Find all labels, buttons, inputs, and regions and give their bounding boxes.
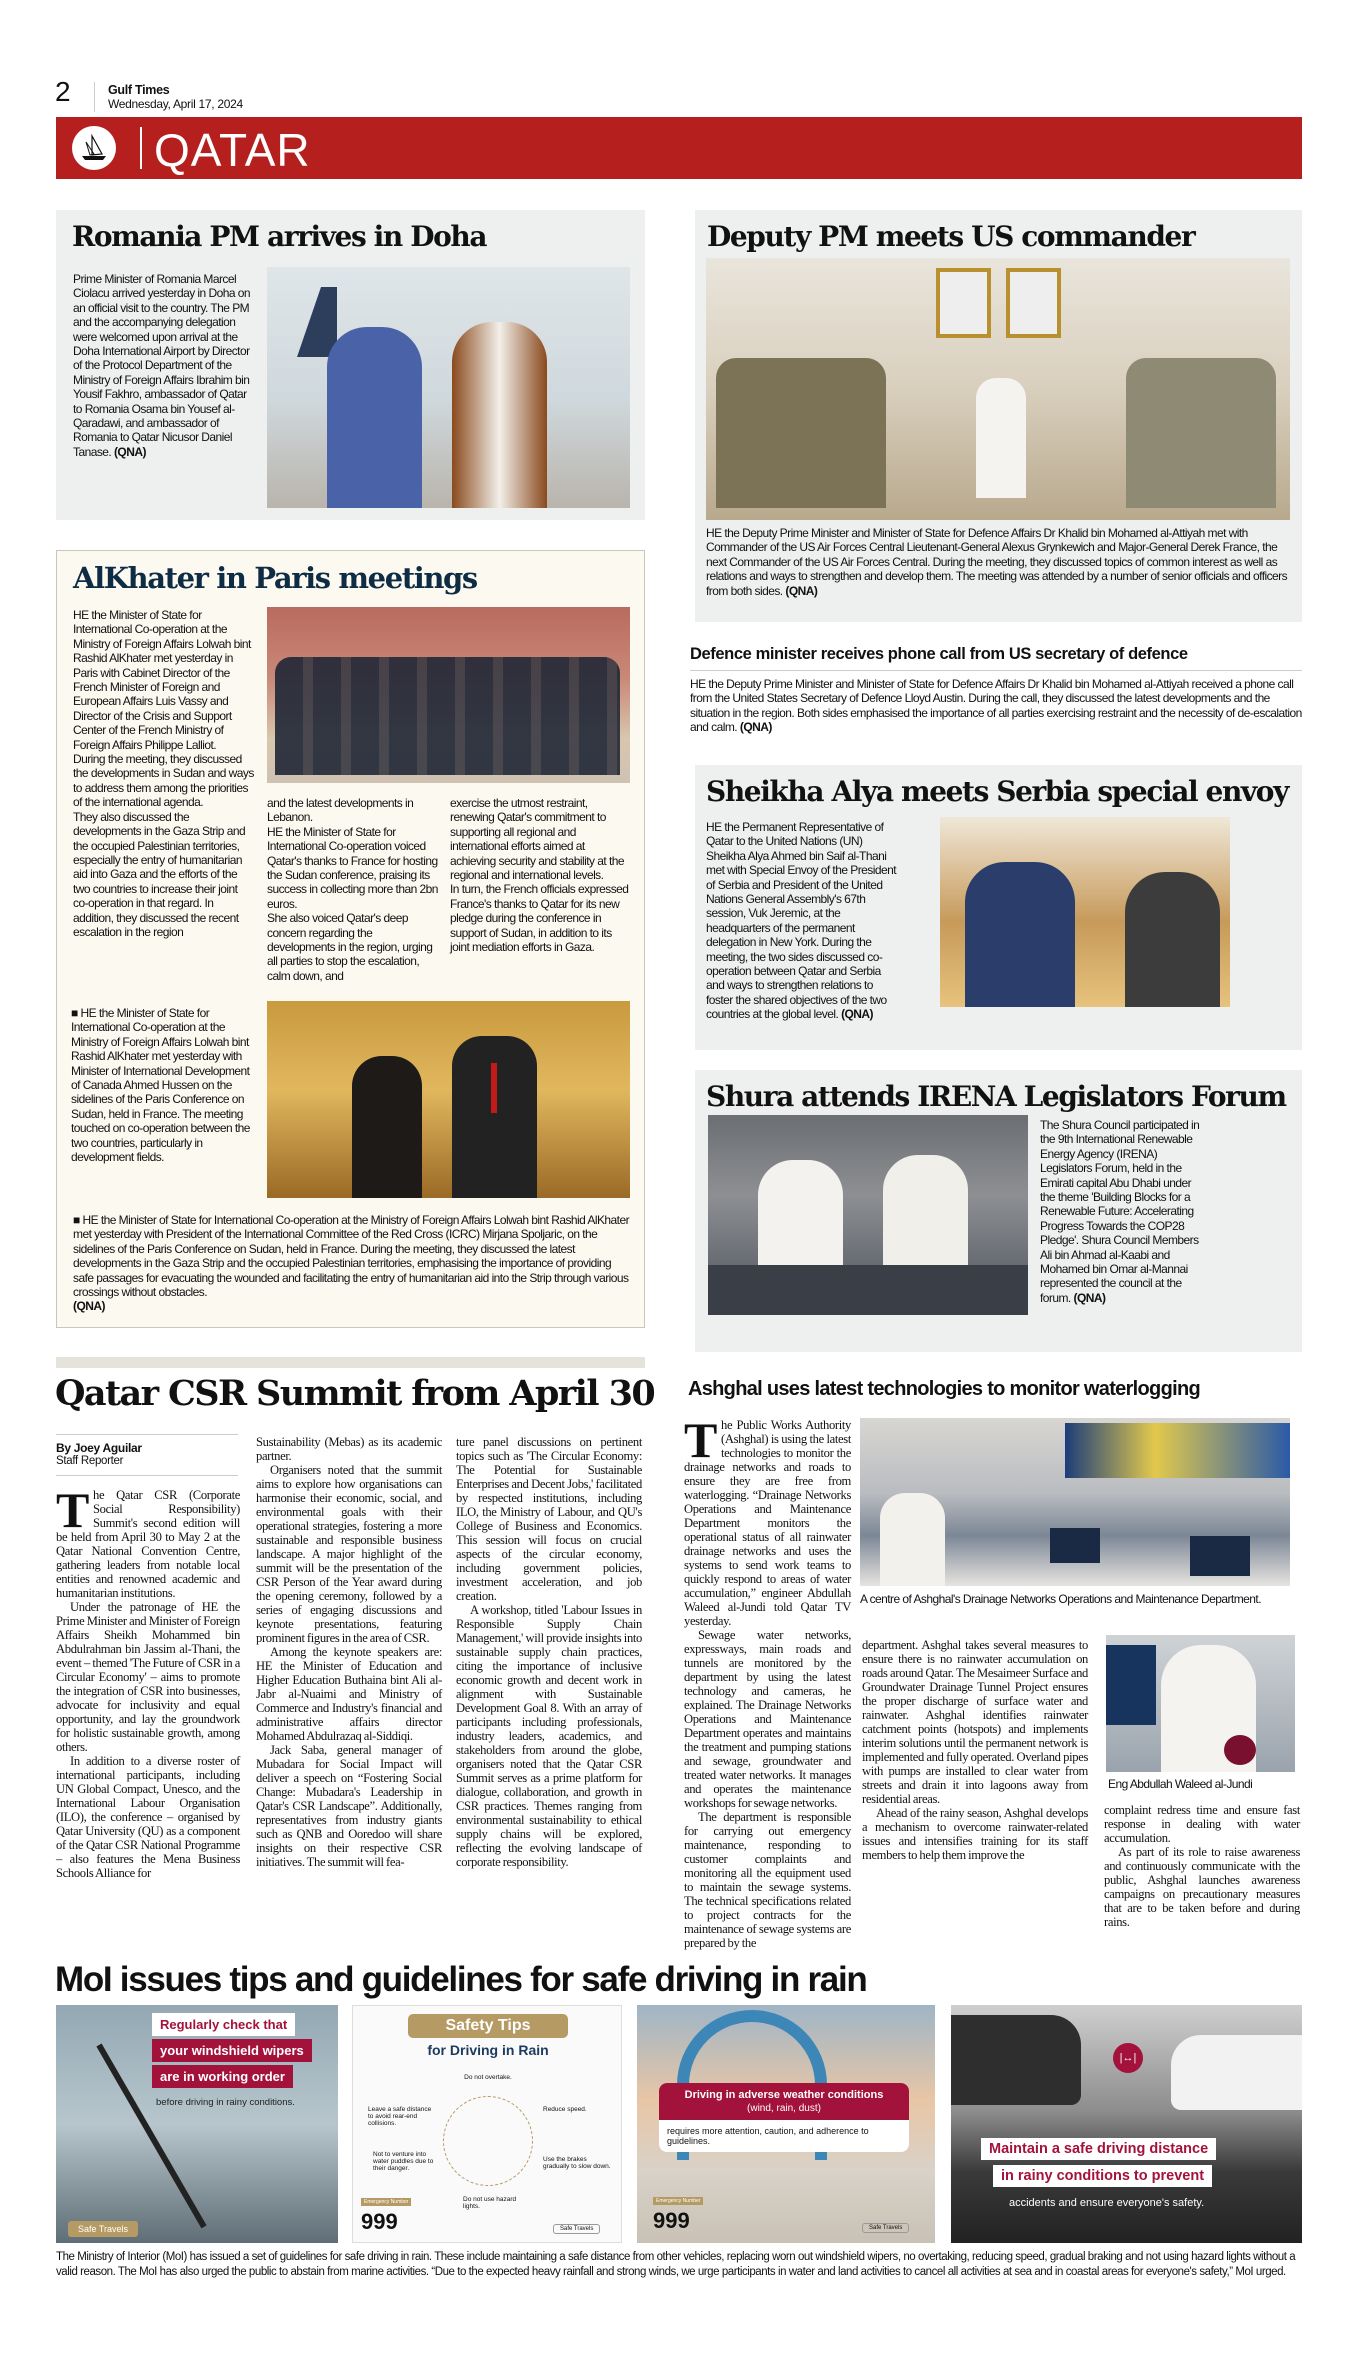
moi-headline: MoI issues tips and guidelines for safe driving in rain xyxy=(55,1960,867,1999)
byline-author: By Joey Aguilar xyxy=(56,1441,142,1455)
ashghal-column xyxy=(862,1638,1088,1862)
distance-icon: |↔| xyxy=(1113,2043,1143,2073)
canada-meeting-text xyxy=(71,1006,255,1164)
paragraph: As part of its role to raise awareness and continuously communicate with the public, Ashghal launches awareness campaigns on precautionary measures that are to be taken before and during rains. xyxy=(1104,1845,1300,1929)
poster-subtitle: for Driving in Rain xyxy=(427,2042,549,2058)
article-body xyxy=(690,677,1302,735)
paragraph: Ahead of the rainy season, Ashghal develops a mechanism to overcome rainwater-related issues and intensifies training for its staff members to help them improve the xyxy=(862,1806,1088,1862)
tip: Reduce speed. xyxy=(543,2106,587,2113)
poster-sub: requires more attention, caution, and adherence to guidelines. xyxy=(667,2126,869,2146)
ashghal-column xyxy=(684,1412,851,1950)
byline-role: Staff Reporter xyxy=(56,1455,124,1467)
issue-date: Wednesday, April 17, 2024 xyxy=(108,97,243,111)
bullet-icon: ■ xyxy=(73,1213,83,1227)
person xyxy=(452,1036,537,1198)
body-text: HE the Deputy Prime Minister and Minister of State for Defence Affairs Dr Khalid bin Mohamed al-Attiyah received a phone call from the United States Secretary of Defence Lloyd Austin. During the call, they discussed the latest developments and the situation in the region. Both sides emphasised the importance of all parties exercising restraint and the necessity of de-escalation and calm. xyxy=(690,677,1302,735)
paragraph-text: he Qatar CSR (Corporate Social Responsibility) Summit's second edition will be held from April 30 to May 2 at the Qatar National Convention Centre, gathering leaders from notable local entities and renowned academic and humanitarian institutions. xyxy=(56,1488,240,1600)
poster-sub: before driving in rainy conditions. xyxy=(156,2097,295,2108)
drop-cap: T xyxy=(684,1412,717,1468)
drop-cap: T xyxy=(56,1482,89,1538)
paragraph: HE the Minister of State for International Co-operation at the Ministry of Foreign Affairs Lolwah bint Rashid AlKhater met yesterday in Paris with Cabinet Director of the French Minister of Foreign and European Affairs Luis Vassy and Director of the Crisis and Support Center of the French Ministry of Foreign Affairs Philippe Lalliot. xyxy=(73,608,251,752)
safe-travels-tag: Safe Travels xyxy=(862,2223,909,2233)
article-body xyxy=(706,820,896,1022)
poster-sub: accidents and ensure everyone's safety. xyxy=(1009,2197,1205,2209)
person xyxy=(976,378,1026,498)
article-headline: Shura attends IRENA Legislators Forum xyxy=(706,1080,1286,1113)
article-column xyxy=(73,608,255,939)
body-text: HE the Minister of State for International Co-operation at the Ministry of Foreign Affairs Lolwah bint Rashid AlKhater met yesterday with President of the International Committee of the Red Cross (ICRC) Mirjana Spoljaric, on the sidelines of the Paris Conference on Sudan, held in France. During the meeting, they discussed the latest developments in the Gaza Strip and the occupied Palestinian territories, emphasising the importance of providing safe passages for evacuating the wounded and facilitating the entry of humanitarian aid into the Strip through various crossings without obstacles. xyxy=(73,1213,630,1300)
credit: (QNA) xyxy=(113,444,146,459)
body-text: HE the Minister of State for International Co-operation at the Ministry of Foreign Affairs Lolwah bint Rashid AlKhater met yesterday with Minister of International Development of Canada Ahmed Hussen on the sidelines of the Paris Conference on Sudan, held in France. The meeting touched on co-operation between the two countries, particularly in development fields. xyxy=(71,1006,250,1165)
delegation-group xyxy=(275,657,620,775)
paragraph: Sustainability (Mebas) as its academic partner. xyxy=(256,1435,442,1463)
shura-forum-photo xyxy=(708,1115,1028,1315)
paragraph: In turn, the French officials expressed France's thanks to Qatar for its new pledge during the conference in support of Sudan, in addition to its joint mediation efforts in Gaza. xyxy=(450,882,629,955)
emergency-number: 999 xyxy=(653,2208,690,2233)
person xyxy=(1125,872,1220,1007)
paragraph: and the latest developments in Lebanon. xyxy=(267,796,414,825)
safety-tips-poster xyxy=(352,2005,622,2243)
photo-caption xyxy=(706,526,1292,598)
poster-line: Regularly check that xyxy=(152,2013,295,2036)
section-title: QATAR xyxy=(154,124,311,176)
sheikha-alya-article xyxy=(695,765,1302,1050)
moi-caption: The Ministry of Interior (MoI) has issued a set of guidelines for safe driving in rain. These include maintaining a safe distance from other vehicles, replacing worn out windshield wipers, no overtaking, reducing speed, gradual braking and not using hazard lights without a valid reason. The MoI has also urged the public to abstain from marine activities. “Due to the expected heavy rainfall and strong winds, we urge participants in water and land activities to cancel all activities at sea and in coastal areas for everyone's safety,” MoI urged. xyxy=(56,2251,1296,2278)
emergency-label: Emergency Number xyxy=(653,2197,703,2205)
body-text: The Shura Council participated in the 9th International Renewable Energy Agency (IRENA) Legislators Forum, held in the Emirati capital Abu Dhabi under the theme 'Building Blocks for a Renewable Future: Accelerating Progress Towards the COP28 Pledge'. Shura Council Members Ali bin Ahmad al-Kaabi and Mohamed bin Omar al-Mannai represented the council at the forum. xyxy=(1040,1118,1200,1305)
paragraph-text: he Public Works Authority (Ashghal) is using the latest technologies to monitor the drainage networks and roads to ensure they are free from waterlogging. “Drainage Networks Operations and Maintenance Department monitors the operational status of all rainwater drainage networks and uses the systems to send work teams to quickly respond to areas of water accumulation,” engineer Abdullah Waleed al-Jundi told Qatar TV yesterday. xyxy=(684,1418,851,1628)
poster-line: Maintain a safe driving distance xyxy=(981,2138,1216,2160)
credit: (QNA) xyxy=(841,1007,873,1022)
table xyxy=(708,1265,1028,1315)
paragraph: ture panel discussions on pertinent topics such as 'The Circular Economy: The Potential for Sustainable Enterprises and Decent Jobs,' facilitated by respected institutions, including ILO, the Ministry of Labour, and QU's College of Business and Economics. This session will focus on crucial aspects of the circular economy, including government policies, investment acceleration, and job creation. xyxy=(456,1435,642,1603)
page-number: 2 xyxy=(55,76,71,107)
al-jundi-portrait xyxy=(1106,1635,1295,1772)
emergency-label: Emergency Number xyxy=(361,2198,411,2206)
paper-name: Gulf Times xyxy=(108,83,170,97)
paragraph: HE the Minister of State for International Co-operation voiced Qatar's thanks to France for hosting the Sudan conference, praising its success in collecting more than 2bn euros. xyxy=(267,824,438,911)
article-headline: Sheikha Alya meets Serbia special envoy xyxy=(706,775,1288,808)
paragraph: exercise the utmost restraint, renewing Qatar's commitment to supporting all regional and international efforts aimed at achieving security and stability at the regional and international levels. xyxy=(450,796,624,883)
romania-photo xyxy=(267,267,630,508)
microphone xyxy=(1224,1735,1256,1765)
romania-article xyxy=(56,210,645,520)
plane-tail xyxy=(297,287,337,357)
defence-article xyxy=(690,645,1302,735)
masthead-divider xyxy=(94,82,95,112)
section-rule xyxy=(56,1357,645,1368)
deputy-pm-article xyxy=(695,210,1302,622)
video-wall xyxy=(1065,1423,1290,1478)
poster-line: are in working order xyxy=(152,2065,293,2088)
safe-distance-poster xyxy=(951,2005,1302,2243)
credit: (QNA) xyxy=(1073,1290,1106,1305)
dark-car xyxy=(951,2015,1081,2105)
portrait-frame xyxy=(936,268,991,338)
paris-meeting-photo xyxy=(267,607,630,783)
credit: (QNA) xyxy=(785,583,818,598)
canada-meeting-photo xyxy=(267,1001,630,1198)
article-headline: Defence minister receives phone call from US secretary of defence xyxy=(690,645,1302,671)
control-room-photo xyxy=(860,1418,1290,1586)
officers xyxy=(716,358,886,508)
poster-line: in rainy conditions to prevent xyxy=(993,2165,1212,2187)
tip: Use the brakes gradually to slow down. xyxy=(543,2156,611,2170)
paragraph: Among the keynote speakers are: HE the Minister of Education and Higher Education Buthaina bint Ali al-Jabr al-Nuaimi and Ministry of Commerce and Industry's financial and administrative affairs director Mohamed Abdulrazaq al-Siddiqi. xyxy=(256,1645,442,1743)
paragraph: Jack Saba, general manager of Mubadara for Social Impact will deliver a speech on “Fostering Social Change: Mubadara's Leadership in Qatar's CSR Landscape”. Additionally, representatives from industry giants such as QNB and Ooredoo will share insights on their respective CSR initiatives. The summit will fea- xyxy=(256,1743,442,1869)
paragraph: complaint redress time and ensure fast response in dealing with water accumulation. xyxy=(1104,1803,1300,1845)
tip: Do not use hazard lights. xyxy=(463,2196,517,2210)
safe-travels-tag: Safe Travels xyxy=(68,2221,138,2237)
paragraph: Sewage water networks, expressways, main roads and tunnels are monitored by the department by using the latest technology and cameras, he explained. The Drainage Networks Operations and Maintenance Department operates and maintains the treatment and pumping stations and sewage, groundwater and treated water networks. It manages and operates the maintenance workshops for sewage networks. xyxy=(684,1628,851,1810)
adverse-weather-poster xyxy=(637,2005,935,2243)
poster-title: Driving in adverse weather conditions xyxy=(659,2083,909,2101)
byline-box xyxy=(56,1434,238,1476)
portrait-caption: Eng Abdullah Waleed al-Jundi xyxy=(1108,1777,1253,1791)
portrait-frame xyxy=(1006,268,1061,338)
emergency-number: 999 xyxy=(361,2209,398,2234)
csr-column xyxy=(56,1482,240,1880)
article-body xyxy=(1040,1118,1200,1305)
white-car xyxy=(1171,2035,1302,2110)
tips-ring xyxy=(443,2096,533,2186)
shura-article xyxy=(695,1070,1302,1352)
officers xyxy=(1126,358,1276,508)
deputy-pm-photo xyxy=(706,258,1290,520)
csr-column xyxy=(456,1435,642,1869)
photo-caption: A centre of Ashghal's Drainage Networks Operations and Maintenance Department. xyxy=(860,1592,1261,1606)
poster-title: Safety Tips xyxy=(408,2014,568,2038)
poster-paren: (wind, rain, dust) xyxy=(659,2101,909,2120)
wiper-poster xyxy=(56,2005,338,2243)
body-text: HE the Permanent Representative of Qatar to the United Nations (UN) Sheikha Alya Ahmed bin Saif al-Thani met with Special Envoy of the President of Serbia and President of the United Nations General Assembly's 67th session, Vuk Jeremic, at the headquarters of the permanent delegation in New York. During the meeting, the two sides discussed co-operation between Qatar and Serbia and ways to strengthen relations to foster the shared objectives of the two countries at the global level. xyxy=(706,820,896,1022)
icrc-meeting-text xyxy=(73,1213,633,1314)
csr-headline: Qatar CSR Summit from April 30 xyxy=(55,1373,655,1414)
caption-text: HE the Deputy Prime Minister and Minister of State for Defence Affairs Dr Khalid bin Mohamed al-Attiyah met with Commander of the US Air Forces Central Lieutenant-General Alexus Grynkewich and Major-General Derek France, the next Commander of the US Air Forces Central. During the meeting, they discussed topics of common interest as well as relations and ways to strengthen and develop them. The meeting was attended by a number of senior officials and officers from both sides. xyxy=(706,526,1288,598)
article-headline: Deputy PM meets US commander xyxy=(707,220,1195,253)
article-column xyxy=(450,796,632,954)
article-body xyxy=(73,272,255,459)
paragraph: During the meeting, they discussed the developments in Sudan and ways to address them among the priorities of the international agenda. xyxy=(73,752,254,810)
tie xyxy=(491,1063,497,1113)
tip: Not to venture into water puddles due to their danger. xyxy=(373,2151,434,2172)
person xyxy=(965,862,1075,1007)
paragraph: They also discussed the developments in the Gaza Strip and the occupied Palestinian territories, especially the entry of humanitarian aid into Gaza and the efforts of the two countries to increase their joint co-operation in that regard. In addition, they discussed the recent escalation in the region xyxy=(73,809,246,939)
article-headline: Romania PM arrives in Doha xyxy=(72,220,487,253)
article-headline: AlKhater in Paris meetings xyxy=(73,561,477,595)
alkhater-article xyxy=(56,550,645,1328)
paragraph: She also voiced Qatar's deep concern regarding the developments in the region, urging all parties to stop the escalation, calm down, and xyxy=(267,911,433,983)
paragraph: In addition to a diverse roster of international participants, including UN Global Compact, Unesco, and the International Labour Organisation (ILO), the conference – organised by Qatar University (QU) as a component of the Qatar CSR National Programme – also features the Mena Business Schools Alliance for xyxy=(56,1754,240,1880)
paragraph: The department is responsible for carrying out emergency maintenance, responding to customer complaints and monitoring all the equipment used to maintain the sewage systems. The technical specifications related to project contracts for the maintenance of sewage systems are prepared by the xyxy=(684,1810,851,1950)
paragraph xyxy=(684,1412,851,1628)
screen xyxy=(1106,1645,1156,1725)
bullet-icon: ■ xyxy=(71,1006,81,1020)
paragraph: Organisers noted that the summit aims to explore how organisations can harmonise their economic, social, and environmental goals with their operational strategies, fostering a more sustainable and responsible business landscape. A major highlight of the summit will be the presentation of the CSR Person of the Year award during the opening ceremony, followed by a series of engaging discussions and keynote presentations, featuring prominent figures in the area of CSR. xyxy=(256,1463,442,1645)
dhow-icon xyxy=(72,126,116,170)
person xyxy=(452,322,547,508)
article-column xyxy=(267,796,442,983)
ashghal-column xyxy=(1104,1803,1300,1929)
paragraph xyxy=(56,1482,240,1600)
paragraph: Under the patronage of HE the Prime Minister and Minister of Foreign Affairs Sheikh Mohammed bin Abdulrahman bin Jassim al-Thani, the event – themed 'The Future of CSR in a Circular Economy' – aims to promote the integration of CSR into businesses, advocate for inclusivity and equal opportunity, and lay the groundwork for holistic sustainable growth, among others. xyxy=(56,1600,240,1754)
sheikha-alya-photo xyxy=(940,817,1230,1007)
person xyxy=(880,1493,945,1586)
monitor xyxy=(1190,1536,1250,1576)
credit: (QNA) xyxy=(739,720,772,735)
paragraph: A workshop, titled 'Labour Issues in Responsible Supply Chain Management,' will provide insights into sustainable supply chain practices, citing the importance of inclusive economic growth and decent work in alignment with Sustainable Development Goal 8. With an array of participants including professionals, industry leaders, academics, and stakeholders from around the globe, organisers noted that the Qatar CSR Summit serves as a prime platform for dialogue, collaboration, and growth in CSR practices. Themes ranging from environmental sustainability to ethical supply chains will be explored, reflecting the evolving landscape of corporate responsibility. xyxy=(456,1603,642,1869)
poster-panel xyxy=(659,2083,909,2152)
tip: Leave a safe distance to avoid rear-end collisions. xyxy=(368,2106,432,2127)
person xyxy=(327,327,422,508)
paragraph: department. Ashghal takes several measures to ensure there is no rainwater accumulation on roads around Qatar. The Mesaimeer Surface and Groundwater Drainage Tunnel Project ensures the proper discharge of surface water and rainwater. Ashghal identifies rainwater catchment points (hotspots) and implements interim solutions until the permanent network is implemented and fully operated. Overland pipes with pumps are installed to clear water from streets and drain it into lagoons away from residential areas. xyxy=(862,1638,1088,1806)
body-text: Prime Minister of Romania Marcel Ciolacu arrived yesterday in Doha on an official visit to the country. The PM and the accompanying delegation were welcomed upon arrival at the Doha International Airport by Director of the Protocol Department of the Ministry of Foreign Affairs Ibrahim bin Yousif Fakhro, ambassador of Qatar to Romania Osama bin Yousef al-Qaradawi, and ambassador of Romania to Qatar Nicusor Daniel Tanase. xyxy=(73,272,250,459)
monitor xyxy=(1050,1528,1100,1563)
credit: (QNA) xyxy=(73,1299,105,1314)
csr-column xyxy=(256,1435,442,1869)
section-banner xyxy=(56,117,1302,179)
safe-travels-tag: Safe Travels xyxy=(553,2224,600,2234)
tip: Do not overtake. xyxy=(464,2074,512,2081)
ashghal-headline: Ashghal uses latest technologies to monitor waterlogging xyxy=(688,1378,1200,1400)
banner-divider xyxy=(140,127,142,169)
person xyxy=(352,1056,422,1198)
poster-line: your windshield wipers xyxy=(152,2039,312,2062)
